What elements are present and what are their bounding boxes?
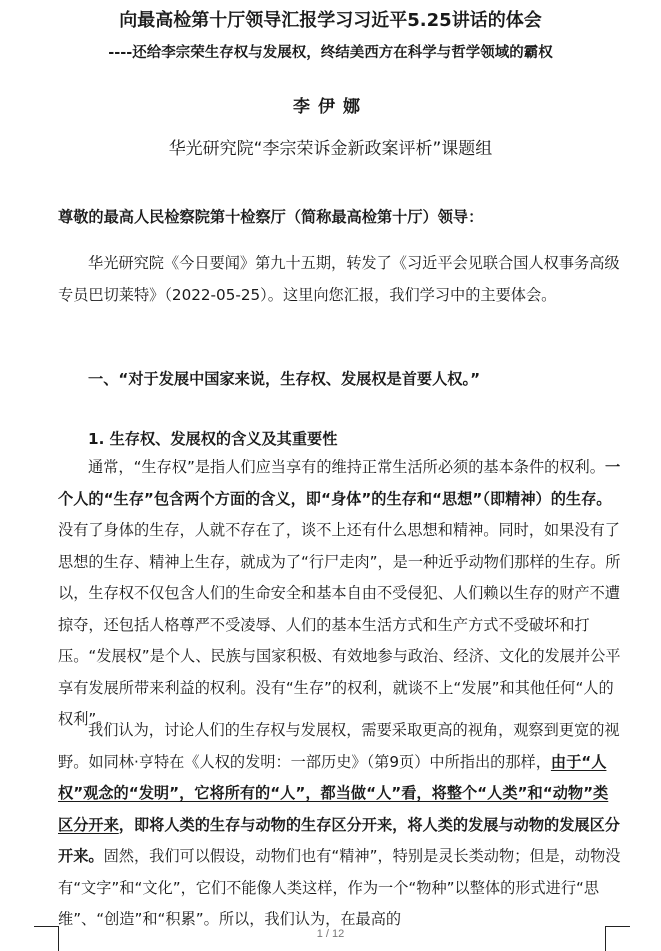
- section-heading: 一、“对于发展中国家来说，生存权、发展权是首要人权。”: [88, 370, 481, 388]
- author-name: 李伊娜: [293, 97, 368, 117]
- underlined-emphasis: 由于“人权”观念的“发明”，它将所有的“人”，都当做“人”看，将整个“人类”和“动物”类区分开来: [58, 752, 609, 834]
- bold-sentence: 一个人的“生存”包含两个方面的含义，即“身体”的生存和“思想”（即精神）的生存。: [58, 458, 621, 508]
- page-indicator: 1 / 12: [316, 928, 345, 940]
- sentence: 我们认为，讨论人们的生存权与发展权，需要采取更高的视角，观察到更宽的视野。如同林·亨特在《人权的发明：一部历史》（第9页）中所指出的那样，: [58, 721, 620, 771]
- greeting: 尊敬的最高人民检察院第十检察厅（简称最高检第十厅）领导：: [58, 208, 484, 226]
- paragraph-perspective: [58, 715, 623, 936]
- document-subtitle: ----还给李宗荣生存权与发展权，终结美西方在科学与哲学领域的霸权: [108, 45, 553, 61]
- sentence: 通常，“生存权”是指人们应当享有的维持正常生活所必须的基本条件的权利。: [88, 458, 605, 476]
- sentence: 没有了身体的生存，人就不存在了，谈不上还有什么思想和精神。同时，如果没有了思想的生存、精神上生存，就成为了“行尸走肉”，是一种近乎动物们那样的生存。所以，生存权不仅包含人们的生命安全和基本自由不受侵犯、人们赖以生存的财产不遭掠夺，还包括人格尊严不受凌辱、人们的基本生活方式和生产方式不受破坏和打压。“发展权”是个人、民族与国家积极、有效地参与政治、经济、文化的发展并公平享有发展所带来利益的权利。没有“生存”的权利，就谈不上“发展”和其他任何“人的权利”。: [58, 521, 621, 728]
- paragraph-intro: 华光研究院《今日要闻》第九十五期，转发了《习近平会见联合国人权事务高级专员巴切莱特》（2022-05-25）。这里向您汇报，我们学习中的主要体会。: [58, 254, 620, 304]
- author-organization: 华光研究院“李宗荣诉金新政案评析”课题组: [168, 139, 493, 159]
- document-title: 向最高检第十厅领导汇报学习习近平5.25讲话的体会: [119, 10, 542, 31]
- subsection-heading: 1. 生存权、发展权的含义及其重要性: [88, 430, 338, 448]
- paragraph-rights-definition: [58, 452, 623, 736]
- sentence: 固然，我们可以假设，动物们也有“精神”，特别是灵长类动物；但是，动物没有“文字”和“文化”，它们不能像人类这样，作为一个“物种”以整体的形式进行“思维”、“创造”和“积累”。所以，我们认为，在最高的: [58, 847, 621, 928]
- bold-sentence: ，即将人类的生存与动物的生存区分开来，将人类的发展与动物的发展区分开来。: [58, 815, 620, 865]
